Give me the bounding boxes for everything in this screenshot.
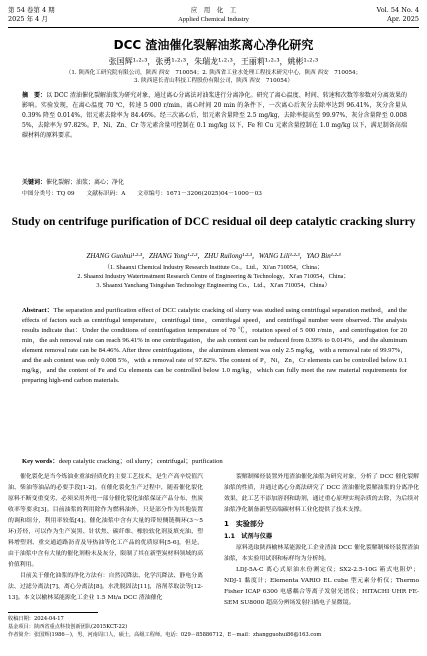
date-en: Apr. 2025 [387,15,419,23]
affiliation-cn-1: （1. 陕西化工研究院有限公司，陕西 西安 710054；2. 陕西省工业水处理工程技术研究中心，陕西 西安 710054； [65,70,362,76]
keywords-en-text: deep catalytic cracking；oil slurry；centrifugal；purification [58,458,223,465]
article-number: 文章编号：1671－3206(2025)04－1000－03 [137,191,262,197]
keywords-en-label: Key words： [22,458,59,465]
body-paragraph: 催化裂化是当今炼油业重油轻质化的主要工艺技术，是生产高辛烷值汽油、柴油等油品的必要手段[1-2]。在催化裂化生产过程中，随着催化裂化原料不断变重变劣，必须采用外甩一部分催化裂化油浆保证产品分布、焦炭收率等要求[3]。目前油浆的利用除作为燃料油外，只是部分作为其他装置的调和组分，利用率较低[4]。催化油浆中含有大量的带短侧链稠环(3～5环)芳烃，可以作为生产炭黑、针状焦、碳纤维、橡胶软化剂及填充油、塑料增塑剂、重交通道路沥青及导热油等化工产品的优质原料[5-6]，但是，由于油浆中含有大量的催化剂粉末及灰分，限制了其在新型炭材料领域的高价值利用。 [8,474,203,568]
keywords-cn [22,178,407,188]
body-paragraph: LDJ-5A-C 离心式原油水份测定仪；SX2-2.5-10G 箱式电阻炉；NDJ-1 黏度计；Elementa VARIO EL cube 型元素分析仪；Thermo Fisher ICAP 6300 电感耦合等离子发射光谱仪；HITACHI UHR FE-SEM SU8000 超高分辨场发射扫描电子显微镜。 [224,567,419,606]
abstract-en-label: Abstract： [22,307,54,314]
keywords-cn-label: 关键词： [22,179,47,186]
author-bio: 作者简介：张国辉(1986－)，男，河南周口人，硕士，高级工程师。电话：029－85886712，E－mail：zhangguohui86@163.com [8,632,322,638]
document-code: 文献标识码：A [86,191,126,197]
volume-issue-en [377,6,419,24]
header-rule [8,27,419,28]
abstract-cn-label: 摘 要： [22,92,47,99]
abstract-cn-text: 以 DCC 渣油催化裂解油浆为研究对象，通过离心分离法对油浆进行分离净化。研究了离心温度、时间、转速和次数等参数对分离效果的影响。实验发现，在离心温度 70 ℃，转速 5 000 r/min，离心时间 20 min 的条件下，一次离心后灰分去除率达到 96.41%，灰分含量从 0.39% 降至 0.014%，铝元素去除率为 84.46%。经三次离心后，铝元素含量降至 2.5 mg/kg，去除率提高至 99.97%，灰分含量降至 0.008 5%，去除率为 97.82%。P、Ni、Zn、Cr 等元素含量可控制在 0.1 mg/kg 以下，Fe 和 Cu 元素含量控制在 1.0 mg/kg 以下，满足制备高端碳材料的原料要求。 [22,92,407,139]
abstract-cn [22,91,407,141]
keywords-en [22,455,407,465]
date-cn: 2025 年 4 月 [8,15,48,23]
received-date: 收稿日期：2024-04-17 [8,616,64,622]
volume-en: Vol. 54 No. 4 [376,6,419,14]
body-column-left [8,472,203,604]
affiliation-cn-2: 3. 陕西延长青山科技工程股份有限公司，陕西 西安 710054） [134,78,293,84]
body-paragraph: 目前关于催化油浆的净化方法有：自然沉降法、化学沉降法、静电分离法、过滤分离法[7]、离心分离法[8]。水洗脱固法[11]，溶剂萃取法等[12-13]。本文以榆林某能源化工企业 1.5 Mt/a DCC 渣油催化 [8,573,203,601]
journal-name-cn: 应 用 化 工 [190,6,237,14]
paper-title-cn: DCC 渣油催化裂解油浆离心净化研究 [113,38,314,52]
funding: 基金项目：陕西省重点科技创新团队(2015KCT-22) [8,624,128,630]
body-paragraph: 裂解制烯烃装置外甩渣油催化油浆为研究对象，分析了 DCC 催化裂解油浆的性质，并通过离心分离法研究了 DCC 渣油催化裂解油浆的分离净化效果，此工艺不添加溶剂和助剂，通过重心原理实现杂质的去除，为后续对油浆净化制备新型高端碳材料工业化提供了技术支撑。 [224,474,419,513]
affiliation-en-2: 2. Shaanxi Industry Watertreatment Research Centre of Engineering & Technology，Xi′an 710054，China； [77,273,350,280]
authors-en: ZHANG Guohui¹·²·³，ZHANG Yong¹·²·³，ZHU Ruilong¹·²·³，WANG Lili¹·²·³，YAO Bin¹·²·³ [86,252,341,260]
footnote [8,615,419,639]
abstract-en-text: The separation and purification effect of DCC catalytic cracking oil slurry was studied using centrifugal separation method，and the effects of factors such as centrifugal temperature，centrifugal time，centrifugal speed，and centrifugal number were observed. The analysis results indicate that：Under the conditions of centrifugation temperature of 70 ℃，rotation speed of 5 000 r/min，and centrifugation for 20 min，the ash removal rate can reach 96.41% in one centrifugation，the ash content can be reduced from 0.39% to 0.014%，and the aluminum element removal rate can be 84.46%. After three centrifugations，the aluminum element was only 2.5 mg/kg，with a removal rate of 99.97%，and the ash content was only 0.008 5%，with a removal rate of 97.82%. The content of P，Ni，Zn，Cr elements can be controlled below 0.1 mg/kg，and the content of Fe and Cu elements can be controlled below 1.0 mg/kg，which can fully meet the raw material requirements for preparing high-end carbon materials. [22,307,407,384]
affiliation-en-3: 3. Shaanxi Yanchang Tsingshan Technology Engineering Co.，Ltd.，Xi′an 710054，China） [96,282,331,289]
volume-issue-cn: 第 54 卷第 4 期 [8,6,55,14]
abstract-en [22,306,407,386]
body-paragraph: 原料选取陕西榆林某能源化工企业渣油 DCC 催化裂解制烯烃装置渣油油浆，本实验用试剂和标样均为分析纯。 [224,545,419,562]
subsection-heading: 1.1 试剂与仪器 [224,533,273,540]
journal-name-en: Applied Chemical Industry [178,16,249,23]
body-column-right [224,472,419,609]
clc-number: 中图分类号：TQ 09 [22,191,75,197]
footnote-rule [8,612,98,613]
classification-line [22,190,407,198]
section-heading: 1 实验部分 [224,520,264,528]
authors-cn: 张国辉¹·²·³，张勇¹·²·³，朱瑞龙¹·²·³，王丽莉¹·²·³，姚彬¹·²·³ [108,57,319,66]
paper-title-en: Study on centrifuge purification of DCC residual oil deep catalytic cracking slurry [11,216,416,228]
running-header [8,6,419,28]
keywords-cn-text: 催化裂解；油浆；离心；净化 [46,179,125,186]
affiliation-en-1: （1. Shaanxi Chemical Industry Research Institute Co.，Ltd.，Xi′an 710054，China； [103,264,324,271]
